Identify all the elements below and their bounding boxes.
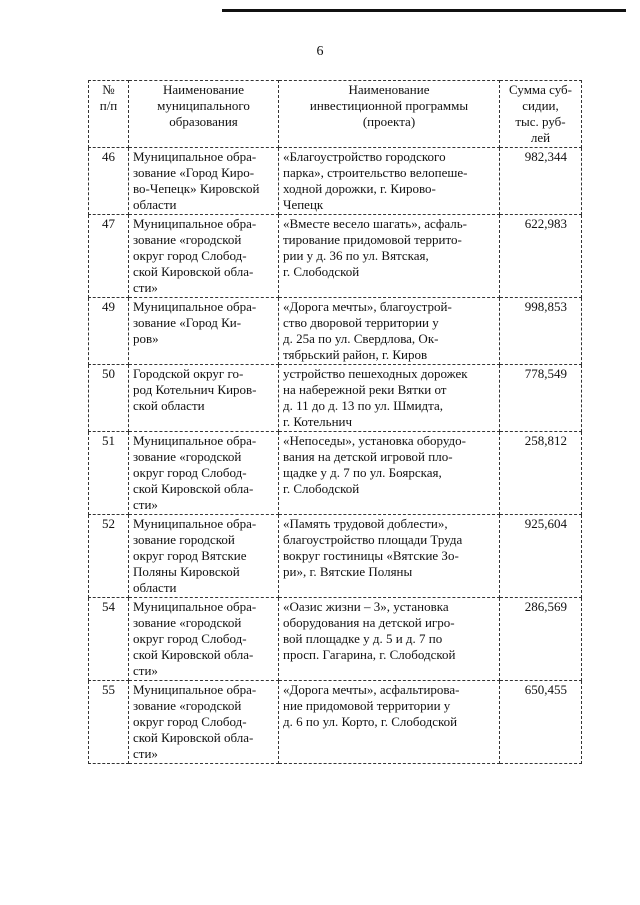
row-num: 49 bbox=[89, 298, 129, 365]
header-program: Наименование инвестиционной программы (проекта) bbox=[279, 81, 500, 148]
subsidy-table bbox=[88, 80, 582, 764]
row-program: «Благоустройство городского парка», строительство велопеше- ходной дорожки, г. Кирово- Чепецк bbox=[279, 148, 500, 215]
table-row bbox=[89, 432, 582, 515]
row-sum: 925,604 bbox=[500, 515, 582, 598]
row-municipality: Муниципальное обра- зование «Город Киро- во-Чепецк» Кировской области bbox=[129, 148, 279, 215]
table-header-row bbox=[89, 81, 582, 148]
row-num: 50 bbox=[89, 365, 129, 432]
table-row bbox=[89, 298, 582, 365]
table-row bbox=[89, 681, 582, 764]
row-municipality: Городской округ го- род Котельнич Киров- ской области bbox=[129, 365, 279, 432]
row-program: «Вместе весело шагать», асфаль- тирование придомовой террито- рии у д. 36 по ул. Вятская, г. Слободской bbox=[279, 215, 500, 298]
table-row bbox=[89, 598, 582, 681]
row-municipality: Муниципальное обра- зование «городской округ город Слобод- ской Кировской обла- сти» bbox=[129, 681, 279, 764]
table-row bbox=[89, 215, 582, 298]
row-num: 52 bbox=[89, 515, 129, 598]
row-sum: 650,455 bbox=[500, 681, 582, 764]
table-row bbox=[89, 365, 582, 432]
table-row bbox=[89, 515, 582, 598]
row-sum: 982,344 bbox=[500, 148, 582, 215]
row-program: «Дорога мечты», асфальтирова- ние придомовой территории у д. 6 по ул. Корто, г. Слободской bbox=[279, 681, 500, 764]
row-municipality: Муниципальное обра- зование «городской округ город Слобод- ской Кировской обла- сти» bbox=[129, 432, 279, 515]
row-program: «Оазис жизни – 3», установка оборудования на детской игро- вой площадке у д. 5 и д. 7 по просп. Гагарина, г. Слободской bbox=[279, 598, 500, 681]
row-municipality: Муниципальное обра- зование городской округ город Вятские Поляны Кировской области bbox=[129, 515, 279, 598]
row-municipality: Муниципальное обра- зование «городской округ город Слобод- ской Кировской обла- сти» bbox=[129, 215, 279, 298]
row-num: 51 bbox=[89, 432, 129, 515]
table-row bbox=[89, 148, 582, 215]
row-program: «Память трудовой доблести», благоустройство площади Труда вокруг гостиницы «Вятские Зо- ри», г. Вятские Поляны bbox=[279, 515, 500, 598]
row-num: 54 bbox=[89, 598, 129, 681]
row-program: устройство пешеходных дорожек на набережной реки Вятки от д. 11 до д. 13 по ул. Шмидта, г. Котельнич bbox=[279, 365, 500, 432]
row-municipality: Муниципальное обра- зование «Город Ки- ров» bbox=[129, 298, 279, 365]
top-rule bbox=[222, 9, 626, 12]
row-sum: 778,549 bbox=[500, 365, 582, 432]
row-program: «Непоседы», установка оборудо- вания на детской игровой пло- щадке у д. 7 по ул. Боярская, г. Слободской bbox=[279, 432, 500, 515]
row-num: 46 bbox=[89, 148, 129, 215]
row-program: «Дорога мечты», благоустрой- ство дворовой территории у д. 25а по ул. Свердлова, Ок- тябрьский район, г. Киров bbox=[279, 298, 500, 365]
row-sum: 258,812 bbox=[500, 432, 582, 515]
header-num: № п/п bbox=[89, 81, 129, 148]
header-sum: Сумма суб- сидии, тыс. руб- лей bbox=[500, 81, 582, 148]
page-number: 6 bbox=[316, 44, 324, 59]
row-num: 47 bbox=[89, 215, 129, 298]
row-municipality: Муниципальное обра- зование «городской округ город Слобод- ской Кировской обла- сти» bbox=[129, 598, 279, 681]
row-sum: 622,983 bbox=[500, 215, 582, 298]
row-num: 55 bbox=[89, 681, 129, 764]
header-municipality: Наименование муниципального образования bbox=[129, 81, 279, 148]
row-sum: 286,569 bbox=[500, 598, 582, 681]
row-sum: 998,853 bbox=[500, 298, 582, 365]
